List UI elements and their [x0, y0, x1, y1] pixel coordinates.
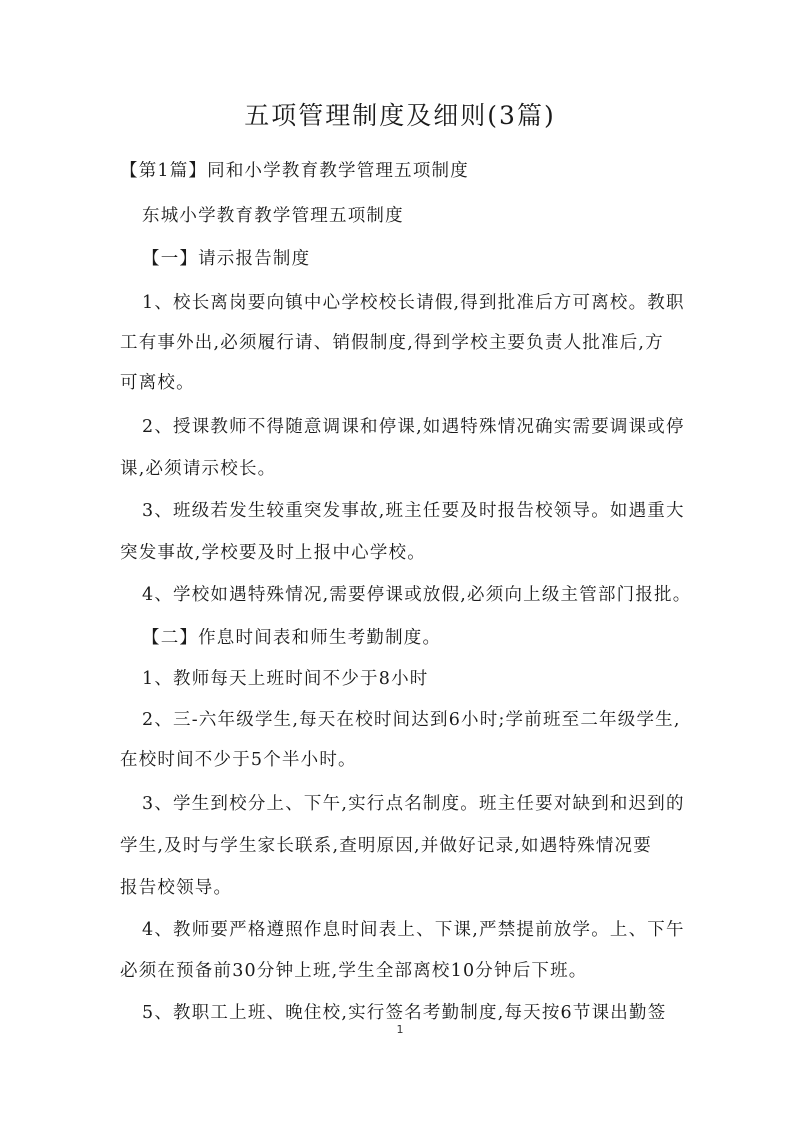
paragraph-line: 4、学校如遇特殊情况,需要停课或放假,必须向上级主管部门报批。	[142, 585, 692, 605]
paragraph-line: 可离校。	[120, 373, 195, 393]
document-title: 五项管理制度及细则(3篇)	[244, 101, 556, 130]
paragraph-line: 课,必须请示校长。	[120, 459, 277, 479]
paragraph-line: 1、校长离岗要向镇中心学校校长请假,得到批准后方可离校。教职	[142, 293, 685, 313]
subtitle-school-rules: 东城小学教育教学管理五项制度	[142, 206, 404, 226]
paragraph-line: 1、教师每天上班时间不少于8小时	[142, 669, 429, 689]
paragraph-line: 报告校领导。	[120, 878, 233, 898]
page-number: 1	[396, 1023, 404, 1036]
paragraph-line: 必须在预备前30分钟上班,学生全部离校10分钟后下班。	[120, 961, 588, 981]
paragraph-line: 2、授课教师不得随意调课和停课,如遇特殊情况确实需要调课或停	[142, 417, 685, 437]
paragraph-line: 5、教职工上班、晚住校,实行签名考勤制度,每天按6节课出勤签	[142, 1003, 667, 1023]
heading-attendance-system: 【二】作息时间表和师生考勤制度。	[142, 628, 442, 648]
paragraph-line: 在校时间不少于5个半小时。	[120, 750, 357, 770]
paragraph-line: 工有事外出,必须履行请、销假制度,得到学校主要负责人批准后,方	[120, 333, 664, 353]
heading-reporting-system: 【一】请示报告制度	[142, 249, 311, 269]
paragraph-line: 3、班级若发生较重突发事故,班主任要及时报告校领导。如遇重大	[142, 501, 685, 521]
paragraph-line: 3、学生到校分上、下午,实行点名制度。班主任要对缺到和迟到的	[142, 794, 685, 814]
paragraph-line: 突发事故,学校要及时上报中心学校。	[120, 543, 426, 563]
paragraph-line: 2、三-六年级学生,每天在校时间达到6小时;学前班至二年级学生,	[142, 710, 681, 730]
paragraph-line: 4、教师要严格遵照作息时间表上、下课,严禁提前放学。上、下午	[142, 920, 685, 940]
section-heading-part-1: 【第1篇】同和小学教育教学管理五项制度	[120, 161, 469, 181]
paragraph-line: 学生,及时与学生家长联系,查明原因,并做好记录,如遇特殊情况要	[120, 836, 652, 856]
